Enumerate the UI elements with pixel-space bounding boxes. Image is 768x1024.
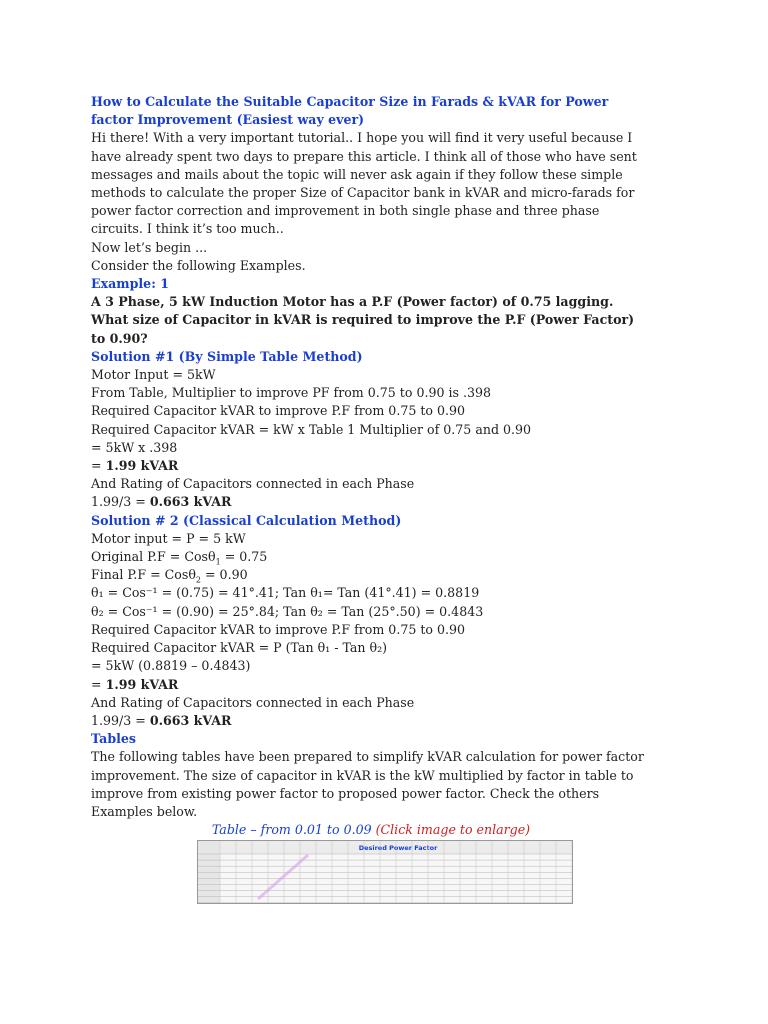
example-heading: Example: 1 [91, 276, 169, 292]
s2-line-3-sub: 2 [195, 575, 201, 585]
article-title: How to Calculate the Suitable Capacitor Size in Farads & kVAR for Power factor Improvement (Easiest way ever) [91, 94, 609, 128]
s2-line-2-end: = 0.75 [220, 549, 268, 565]
s1-line-2: From Table, Multiplier to improve PF from 0.75 to 0.90 is .398 [91, 385, 492, 401]
power-factor-table-image[interactable] [197, 840, 573, 904]
solution-2-heading: Solution # 2 (Classical Calculation Method) [91, 512, 402, 528]
s1-line-8 [91, 493, 651, 511]
s2-line-3-end: = 0.90 [201, 567, 248, 583]
s1-line-3: Required Capacitor kVAR to improve P.F from 0.75 to 0.90 [91, 403, 466, 419]
s2-line-9-prefix: = [91, 676, 106, 692]
s2-line-2 [91, 548, 651, 566]
s2-line-6: Required Capacitor kVAR to improve P.F from 0.75 to 0.90 [91, 621, 466, 637]
s2-phase-result: 0.663 kVAR [149, 712, 232, 728]
s2-line-5: θ₂ = Cos⁻¹ = (0.90) = 25°.84; Tan θ₂ = Tan (25°.50) = 0.4843 [91, 603, 484, 619]
s2-line-2-sub: 1 [215, 557, 221, 567]
lets-begin-line: Now let’s begin ... [91, 239, 208, 255]
example-question: A 3 Phase, 5 kW Induction Motor has a P.F (Power factor) of 0.75 lagging. What size of Capacitor in kVAR is required to improve the P.F (Power Factor) to 0.90? [91, 294, 635, 346]
intro-paragraph: Hi there! With a very important tutorial.. I hope you will find it very useful because I have already spent two days to prepare this article. I think all of those who have sent messages and mails about the topic will never ask again if they follow these simple methods to calculate the proper Size of Capacitor bank in kVAR and micro-farads for power factor correction and improvement in both single phase and three phase circuits. I think it’s too much.. [91, 130, 637, 237]
s1-line-8-prefix: 1.99/3 = [91, 494, 150, 510]
s2-line-11-prefix: 1.99/3 = [91, 712, 150, 728]
s1-line-6-prefix: = [91, 458, 106, 474]
s1-result: 1.99 kVAR [105, 458, 179, 474]
s2-line-1: Motor input = P = 5 kW [91, 530, 246, 546]
s1-phase-result: 0.663 kVAR [149, 494, 232, 510]
enlarge-image-link[interactable]: (Click image to enlarge) [375, 822, 531, 838]
tables-heading: Tables [91, 731, 137, 747]
s2-line-7: Required Capacitor kVAR = P (Tan θ₁ - Tan θ₂) [91, 640, 388, 656]
s1-line-7: And Rating of Capacitors connected in each Phase [91, 476, 415, 492]
article-body [91, 93, 651, 904]
s2-result: 1.99 kVAR [105, 676, 179, 692]
s2-line-2-text: Original P.F = Cosθ [91, 549, 216, 565]
s1-line-5: = 5kW x .398 [91, 439, 178, 455]
solution-1-heading: Solution #1 (By Simple Table Method) [91, 348, 363, 364]
s1-line-1: Motor Input = 5kW [91, 367, 216, 383]
table-image-title: Desired Power Factor [358, 844, 438, 853]
s1-line-6 [91, 457, 651, 475]
s1-line-4: Required Capacitor kVAR = kW x Table 1 Multiplier of 0.75 and 0.90 [91, 421, 532, 437]
s2-line-3-text: Final P.F = Cosθ [91, 567, 196, 583]
s2-line-11 [91, 712, 651, 730]
s2-line-8: = 5kW (0.8819 – 0.4843) [91, 658, 251, 674]
consider-line: Consider the following Examples. [91, 257, 306, 273]
s2-line-9 [91, 676, 651, 694]
table-caption-text: Table – from 0.01 to 0.09 [211, 822, 376, 838]
s2-line-10: And Rating of Capacitors connected in each Phase [91, 694, 415, 710]
table-thumbnail-graphic [198, 841, 572, 903]
s2-line-3 [91, 566, 651, 584]
s2-line-4: θ₁ = Cos⁻¹ = (0.75) = 41°.41; Tan θ₁= Tan (41°.41) = 0.8819 [91, 585, 480, 601]
tables-paragraph: The following tables have been prepared to simplify kVAR calculation for power factor improvement. The size of capacitor in kVAR is the kW multiplied by factor in table to improve from existing power factor to proposed power factor. Check the others Examples below. [91, 749, 644, 819]
table-caption [91, 821, 651, 839]
